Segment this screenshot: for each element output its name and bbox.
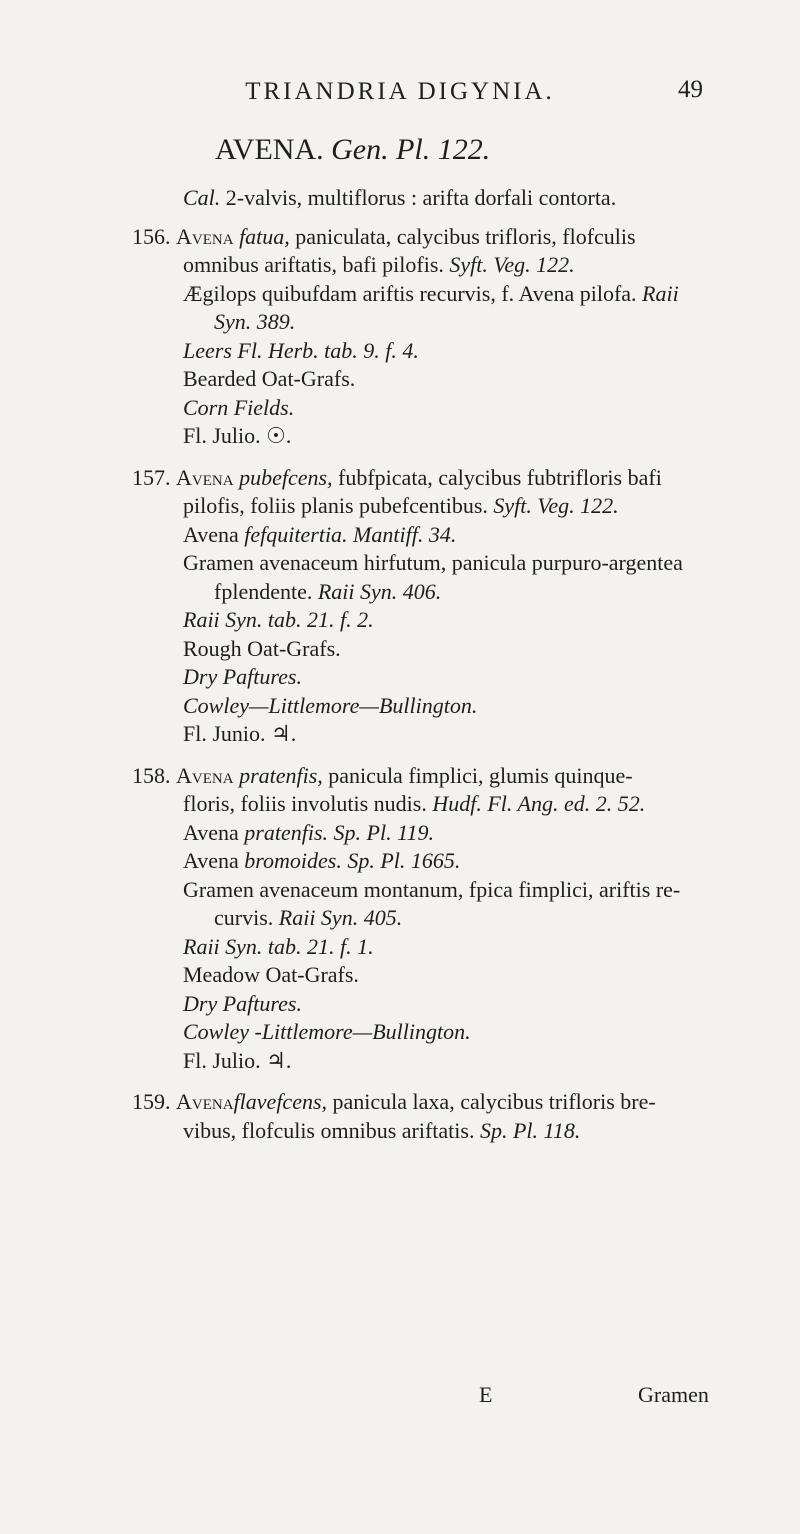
synonym-author: Raii — [642, 280, 679, 306]
diagnosis-reference: Sp. Pl. 118. — [479, 1117, 581, 1143]
main-text — [132, 184, 743, 1145]
diagnosis-reference: Syft. Veg. 122. — [449, 252, 575, 277]
synonym-line: Gramen avenaceum montanum, fpica fimplici, ariftis re- — [183, 876, 681, 902]
genus-heading — [215, 133, 490, 167]
synonym-reference: Syn. 389. — [214, 309, 296, 334]
english-name: Meadow Oat-Grafs. — [183, 962, 359, 987]
synonym-reference: bromoides. Sp. Pl. 1665. — [244, 848, 461, 873]
species-epithet: fatua, — [239, 223, 290, 249]
page-number: 49 — [678, 76, 703, 103]
diagnosis-line — [183, 1117, 743, 1146]
species-heading — [132, 464, 743, 493]
diagnosis-reference: Syft. Veg. 122. — [493, 493, 619, 518]
species-diagnosis: panicula fimplici, glumis quinque- — [328, 762, 633, 788]
genus-character — [183, 184, 743, 213]
synonym-line — [183, 280, 743, 309]
signature-mark: E — [479, 1382, 493, 1407]
species-number: 159. — [132, 1089, 171, 1114]
species-diagnosis-cont: omnibus ariftatis, bafi pilofis. — [183, 252, 444, 277]
figure-reference: Raii Syn. tab. 21. f. 1. — [183, 933, 374, 959]
synonym-line — [183, 847, 743, 876]
figure-reference: Raii Syn. tab. 21. f. 2. — [183, 607, 374, 632]
species-number: 158. — [132, 762, 171, 788]
species-number: 156. — [132, 223, 171, 249]
synonym-text: curvis. — [214, 905, 274, 930]
english-name: Rough Oat-Grafs. — [183, 635, 341, 661]
synonym-line: Gramen avenaceum hirfutum, panicula purpuro-argentea — [183, 550, 683, 575]
species-number: 157. — [132, 464, 171, 490]
synonym-genus: Avena — [183, 819, 239, 845]
figure-reference: Leers Fl. Herb. tab. 9. f. 4. — [183, 337, 419, 363]
flowering-time: Fl. Junio. ♃. — [183, 721, 297, 746]
species-entry-159 — [132, 1088, 743, 1145]
species-epithet: flavefcens, — [233, 1089, 328, 1114]
synonym-line — [183, 308, 743, 337]
locality: Cowley—Littlemore—Bullington. — [183, 692, 478, 718]
diagnosis-reference: Hudf. Fl. Ang. ed. 2. 52. — [432, 791, 646, 816]
genus-name: AVENA. — [215, 133, 324, 166]
species-diagnosis: fubfpicata, calycibus fubtrifloris bafi — [338, 464, 662, 490]
habitat: Dry Paftures. — [183, 664, 302, 689]
diagnosis-line — [183, 790, 743, 819]
species-genus: Avena — [176, 762, 234, 788]
character-label: Cal. — [183, 185, 221, 210]
synonym-reference: pratenfis. Sp. Pl. 119. — [244, 819, 434, 845]
synonym-line — [183, 819, 743, 848]
species-epithet: pratenfis, — [239, 762, 323, 788]
species-heading — [132, 223, 743, 252]
synonym-reference: Raii Syn. 405. — [278, 905, 403, 930]
locality: Cowley -Littlemore—Bullington. — [183, 1019, 471, 1044]
species-entry-158 — [132, 762, 743, 1076]
species-epithet: pubefcens, — [239, 464, 333, 490]
species-diagnosis: panicula laxa, calycibus trifloris bre- — [332, 1089, 656, 1114]
species-genus: Avena — [176, 464, 234, 490]
species-diagnosis: paniculata, calycibus trifloris, flofculis — [295, 223, 636, 249]
species-diagnosis-cont: vibus, flofculis omnibus ariftatis. — [183, 1117, 475, 1143]
species-heading — [132, 1088, 743, 1117]
habitat: Corn Fields. — [183, 394, 295, 420]
species-diagnosis-cont: pilofis, foliis planis pubefcentibus. — [183, 493, 488, 518]
synonym-text: fplendente. — [214, 578, 313, 604]
species-genus: Avena — [176, 223, 234, 249]
species-genus: Avena — [176, 1089, 234, 1114]
synonym-text: Ægilops quibufdam ariftis recurvis, f. Avena pilofa. — [183, 280, 637, 306]
flowering-time: Fl. Julio. ♃. — [183, 1047, 292, 1073]
habitat: Dry Paftures. — [183, 990, 302, 1016]
english-name: Bearded Oat-Grafs. — [183, 366, 356, 391]
diagnosis-line — [183, 492, 743, 521]
catchword: Gramen — [638, 1382, 709, 1407]
synonym-reference: Raii Syn. 406. — [317, 578, 442, 604]
synonym-genus: Avena — [183, 521, 239, 547]
synonym-genus: Avena — [183, 848, 239, 873]
diagnosis-line — [183, 251, 743, 280]
synonym-line — [183, 904, 743, 933]
species-entry-156 — [132, 223, 743, 451]
species-heading — [132, 762, 743, 791]
synonym-line — [183, 578, 743, 607]
synonym-reference: fefquitertia. Mantiff. 34. — [244, 521, 457, 547]
running-title: TRIANDRIA DIGYNIA. — [245, 78, 555, 105]
character-text: 2-valvis, multiflorus : arifta dorfali contorta. — [225, 185, 617, 210]
synonym-line — [183, 521, 743, 550]
species-diagnosis-cont: floris, foliis involutis nudis. — [183, 791, 427, 816]
genus-reference: Gen. Pl. 122. — [331, 133, 491, 166]
flowering-time: Fl. Julio. ☉. — [183, 423, 292, 448]
species-entry-157 — [132, 464, 743, 749]
